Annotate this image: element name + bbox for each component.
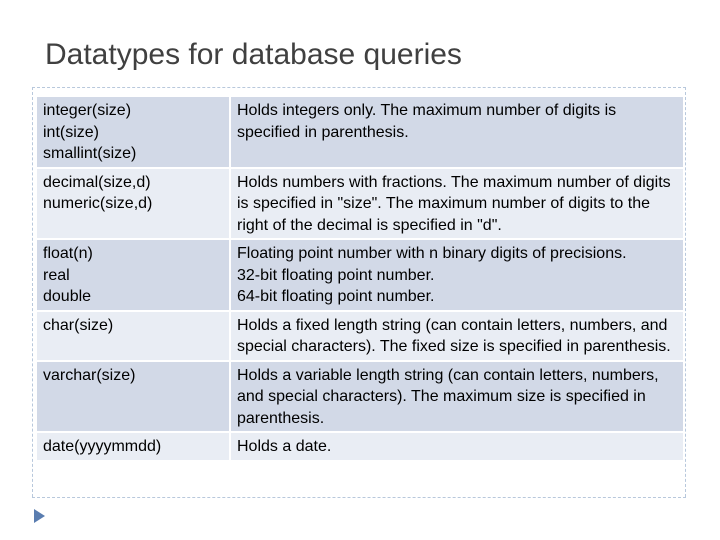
description-cell: Holds numbers with fractions. The maximum number of digits is specified in "size". The maximum number of digits to the right of the decimal is specified in "d". (230, 168, 684, 240)
table-row (36, 432, 684, 461)
top-divider (32, 87, 686, 88)
description-cell: Holds a variable length string (can contain letters, numbers, and special characters). The maximum size is specified in parenthesis. (230, 361, 684, 433)
table-row (36, 239, 684, 311)
left-frame-line (32, 87, 33, 497)
description-cell: Floating point number with n binary digits of precisions. 32-bit floating point number. 64-bit floating point number. (230, 239, 684, 311)
datatype-cell: varchar(size) (36, 361, 230, 433)
slide-title: Datatypes for database queries (45, 38, 462, 71)
description-cell: Holds integers only. The maximum number of digits is specified in parenthesis. (230, 96, 684, 168)
datatype-cell: decimal(size,d) numeric(size,d) (36, 168, 230, 240)
description-cell: Holds a fixed length string (can contain letters, numbers, and special characters). The fixed size is specified in parenthesis. (230, 311, 684, 361)
description-cell: Holds a date. (230, 432, 684, 461)
triangle-bullet-icon (34, 509, 45, 523)
datatype-cell: integer(size) int(size) smallint(size) (36, 96, 230, 168)
datatype-cell: date(yyyymmdd) (36, 432, 230, 461)
datatype-cell: float(n) real double (36, 239, 230, 311)
bottom-divider (32, 497, 686, 498)
right-frame-line (685, 87, 686, 497)
table-row (36, 361, 684, 433)
table-row (36, 96, 684, 168)
table-row (36, 168, 684, 240)
datatypes-table (35, 95, 685, 462)
datatype-cell: char(size) (36, 311, 230, 361)
table-row (36, 311, 684, 361)
